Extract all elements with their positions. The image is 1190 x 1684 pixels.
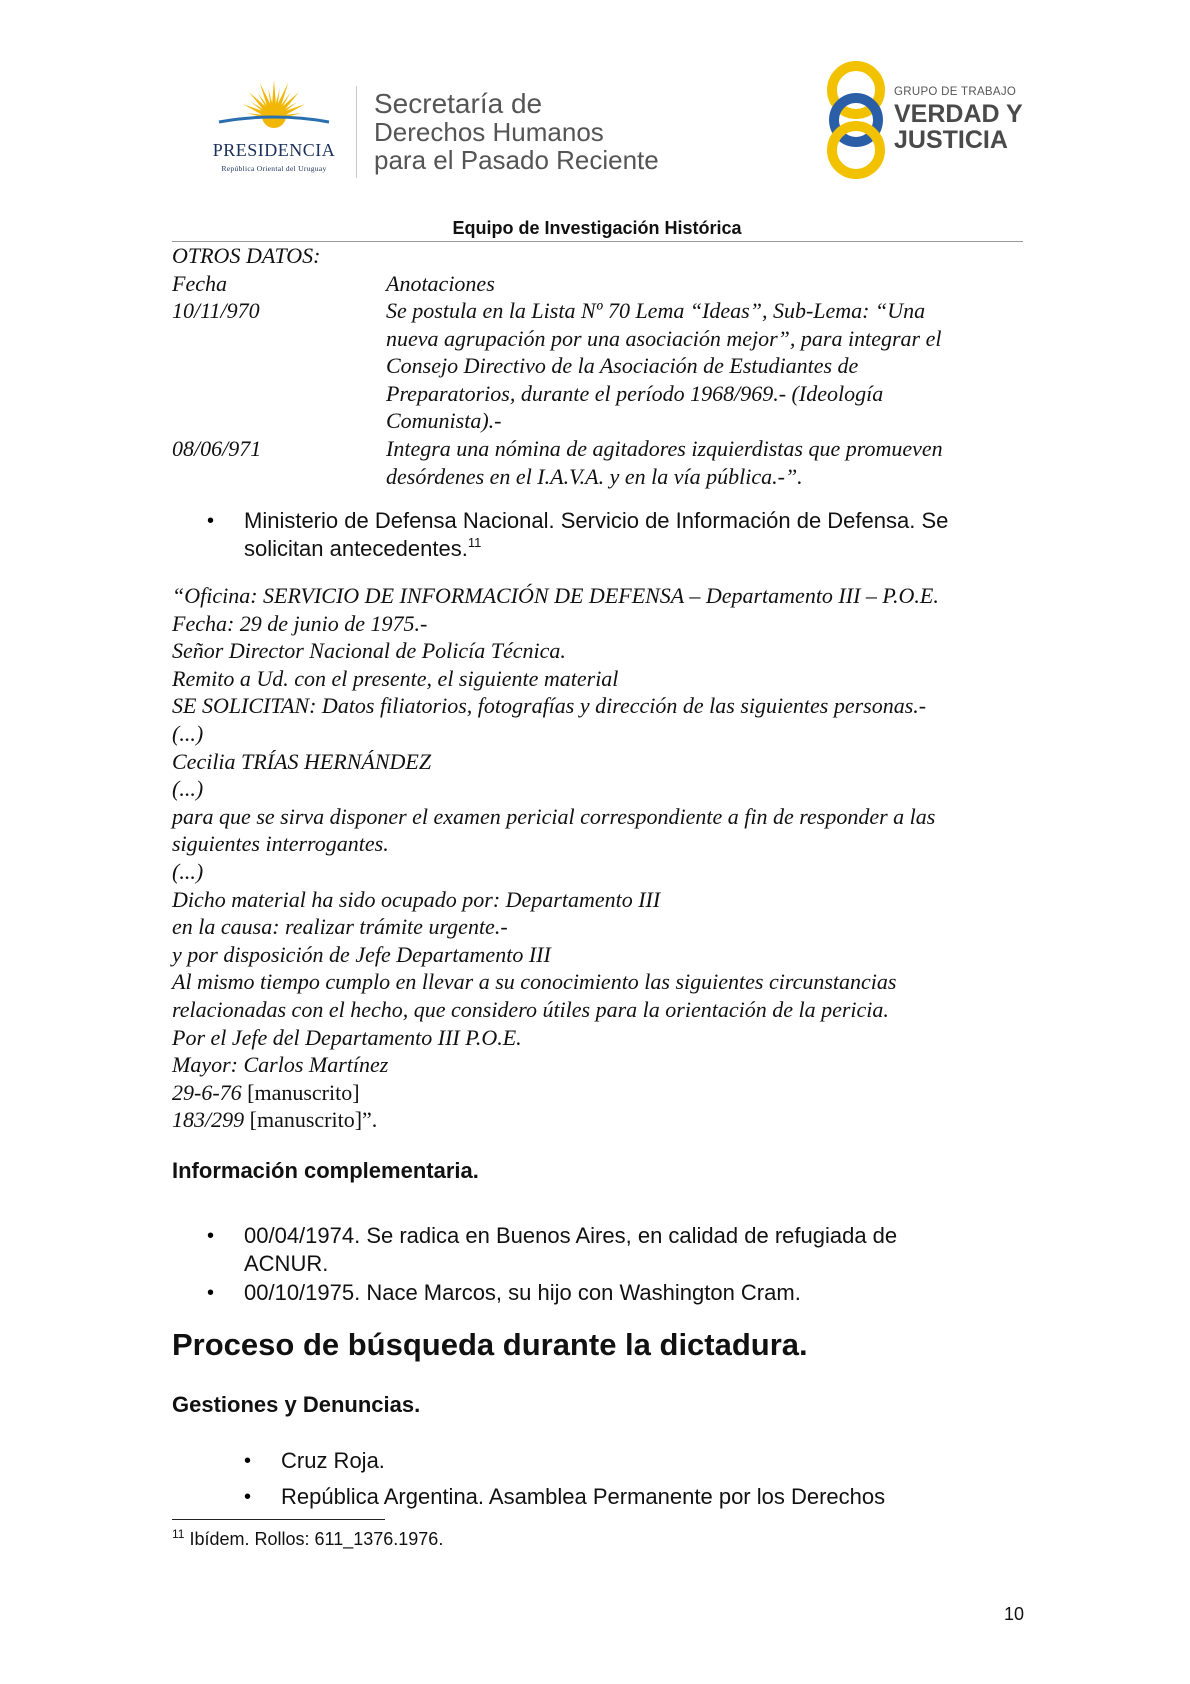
quote-line	[172, 1079, 1024, 1107]
proceso-bullet-2: República Argentina. Asamblea Permanente por los Derechos	[281, 1484, 886, 1509]
annotation-line: Integra una nómina de agitadores izquierdistas que promueven	[386, 436, 943, 461]
team-title: Equipo de Investigación Histórica	[452, 218, 742, 238]
bullet-icon: •	[207, 510, 215, 532]
footnote-number: 11	[172, 1527, 185, 1541]
quote-line: en la causa: realizar trámite urgente.-	[172, 914, 508, 940]
quote-line: para que se sirva disponer el examen pericial correspondiente a fin de responder a las	[172, 803, 936, 829]
page-number: 10	[1004, 1604, 1025, 1624]
annotation-line: Comunista).-	[386, 408, 502, 434]
quote-line	[172, 1106, 1024, 1134]
quote-line: “Oficina: SERVICIO DE INFORMACIÓN DE DEFENSA – Departamento III – P.O.E.	[172, 583, 939, 608]
handwritten-date: 29-6-76	[172, 1079, 242, 1105]
presidencia-wordmark: PRESIDENCIA	[212, 140, 336, 160]
header-divider	[356, 86, 357, 178]
col-fecha-label: Fecha	[172, 271, 227, 296]
sun-emblem-icon	[194, 78, 354, 140]
quote-line: Dicho material ha sido ocupado por: Departamento III	[172, 886, 661, 912]
quote-line: y por disposición de Jefe Departamento III	[172, 941, 551, 967]
ministerio-bullet	[244, 507, 1024, 563]
ministerio-line-2-text: solicitan antecedentes.	[244, 536, 468, 561]
info-bullet-1-line-2: ACNUR.	[244, 1251, 329, 1276]
handwritten-ref: 183/299	[172, 1107, 245, 1133]
verdad-justicia-logo	[822, 56, 1032, 186]
footnote	[172, 1529, 443, 1550]
bullet-icon: •	[244, 1450, 252, 1472]
quote-line: Remito a Ud. con el presente, el siguiente material	[172, 665, 619, 691]
annotation-line: Se postula en la Lista Nº 70 Lema “Ideas”, Sub-Lema: “Una	[386, 298, 926, 323]
quote-line: siguientes interrogantes.	[172, 831, 389, 857]
quote-line: (...)	[172, 720, 204, 746]
quote-line: Cecilia TRÍAS HERNÁNDEZ	[172, 748, 432, 774]
quote-line: Al mismo tiempo cumplo en llevar a su conocimiento las siguientes circunstancias	[172, 969, 897, 995]
linked-rings-icon	[822, 56, 894, 186]
footnote-ref: 11	[467, 535, 482, 550]
quoted-document	[172, 582, 1024, 1134]
annotation-line: Consejo Directivo de la Asociación de Estudiantes de	[386, 353, 859, 379]
gestiones-subheading: Gestiones y Denuncias.	[172, 1392, 421, 1417]
bullet-icon: •	[207, 1282, 215, 1304]
proceso-bullet-1: Cruz Roja.	[281, 1448, 385, 1473]
presidencia-subtitle: República Oriental del Uruguay	[221, 164, 327, 173]
otros-datos-title: OTROS DATOS:	[172, 243, 321, 268]
col-anotaciones-label: Anotaciones	[386, 271, 495, 296]
quote-line: (...)	[172, 858, 204, 884]
annotation-line: Preparatorios, durante el período 1968/969.- (Ideología	[386, 380, 884, 406]
info-heading: Información complementaria.	[172, 1158, 479, 1183]
justicia-label: JUSTICIA	[894, 126, 1008, 154]
secretaria-line-3: para el Pasado Reciente	[374, 145, 659, 175]
entry-date: 08/06/971	[172, 436, 262, 461]
verdad-y-label: VERDAD Y	[894, 100, 1023, 128]
ministerio-line-2	[244, 535, 1024, 563]
quote-line: relacionadas con el hecho, que considero útiles para la orientación de la pericia.	[172, 996, 889, 1022]
footnote-rule	[172, 1519, 385, 1520]
grupo-de-trabajo-label: GRUPO DE TRABAJO	[894, 86, 1017, 98]
entry-annotation	[386, 435, 1024, 490]
footnote-text: Ibídem. Rollos: 611_1376.1976.	[184, 1529, 444, 1549]
proceso-heading: Proceso de búsqueda durante la dictadura.	[172, 1327, 808, 1362]
bullet-icon: •	[207, 1225, 215, 1247]
presidencia-logo	[194, 78, 354, 178]
secretaria-logotype	[374, 90, 659, 174]
entry-annotation	[386, 297, 1024, 435]
annotation-line: desórdenes en el I.A.V.A. y en la vía pública.-”.	[386, 463, 803, 489]
quote-line: Señor Director Nacional de Policía Técnica.	[172, 638, 566, 664]
ministerio-line-1: Ministerio de Defensa Nacional. Servicio de Información de Defensa. Se	[244, 508, 949, 533]
quote-line: Por el Jefe del Departamento III P.O.E.	[172, 1024, 522, 1050]
manuscript-note: [manuscrito]	[247, 1079, 360, 1105]
quote-line: Fecha: 29 de junio de 1975.-	[172, 610, 428, 636]
quote-line: Mayor: Carlos Martínez	[172, 1052, 389, 1078]
manuscript-note: [manuscrito]”.	[249, 1107, 378, 1133]
info-bullet-1-line-1: 00/04/1974. Se radica en Buenos Aires, en calidad de refugiada de	[244, 1223, 898, 1248]
info-bullet-1	[244, 1222, 1024, 1278]
quote-line: (...)	[172, 776, 204, 802]
bullet-icon: •	[244, 1486, 252, 1508]
secretaria-line-2: Derechos Humanos	[374, 117, 604, 147]
quote-line: SE SOLICITAN: Datos filiatorios, fotografías y dirección de las siguientes personas.-	[172, 693, 927, 719]
info-bullet-2: 00/10/1975. Nace Marcos, su hijo con Washington Cram.	[244, 1280, 801, 1305]
entry-date: 10/11/970	[172, 298, 260, 323]
annotation-line: nueva agrupación por una asociación mejor”, para integrar el	[386, 325, 942, 351]
secretaria-line-1: Secretaría de	[374, 88, 543, 119]
